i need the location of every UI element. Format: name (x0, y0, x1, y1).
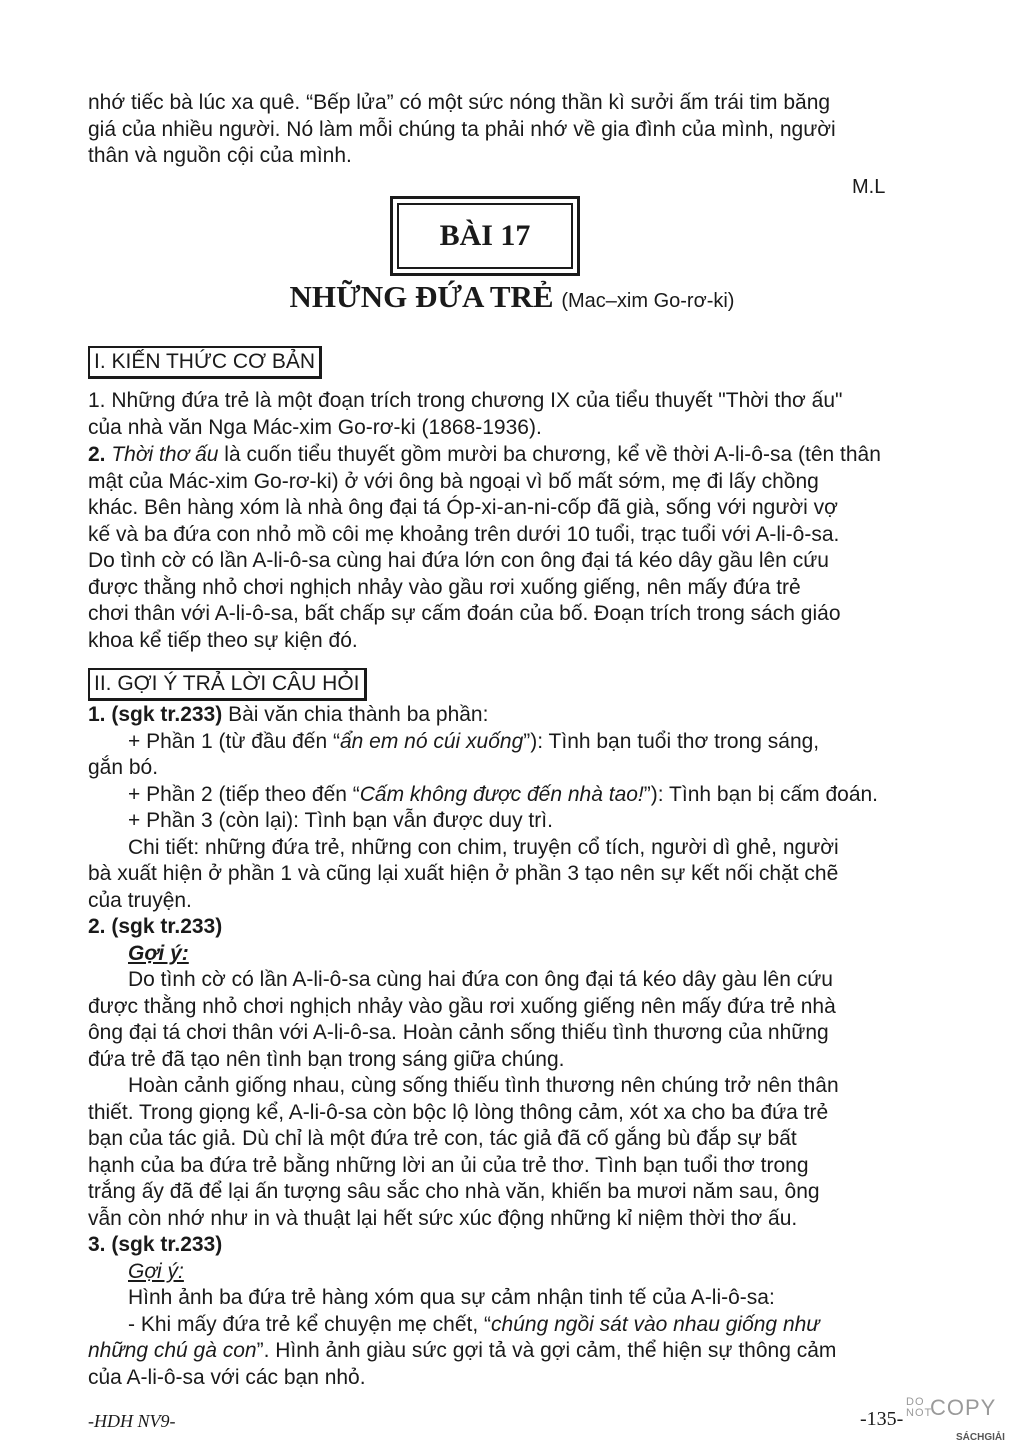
text-line: của nhà văn Nga Mác-xim Go-rơ-ki (1868-1936). (88, 415, 542, 439)
text-line: mật của Mác-xim Go-rơ-ki) ở với ông bà ngoại vì bố mất sớm, mẹ đi lấy chồng (88, 469, 819, 493)
text-line: Hình ảnh ba đứa trẻ hàng xóm qua sự cảm nhận tinh tế của A-li-ô-sa: (128, 1286, 775, 1309)
title-author: (Mac–xim Go-rơ-ki) (561, 290, 735, 312)
text-line (88, 1338, 920, 1365)
question-1 (88, 702, 920, 914)
text-line: trắng ấy đã để lại ấn tượng sâu sắc cho nhà văn, khiến ba mươi năm sau, ông (88, 1180, 820, 1203)
text-line: Do tình cờ có lần A-li-ô-sa cùng hai đứa lớn con ông đại tá kéo dây gầu lên cứu (88, 549, 829, 572)
text-line: được thằng nhỏ chơi nghịch nhảy vào gầu rơi xuống giếng, nên mấy đứa trẻ (88, 575, 801, 599)
item-number: 2. (88, 443, 106, 466)
intro-line: nhớ tiếc bà lúc xa quê. “Bếp lửa” có một sức nóng thần kì sưởi ấm trái tim băng (88, 91, 831, 114)
intro-line: giá của nhiều người. Nó làm mỗi chúng ta phải nhớ về gia đình của mình, người (88, 117, 836, 141)
text-line: ông đại tá chơi thân với A-li-ô-sa. Hoàn cảnh sống thiếu tình thương của những (88, 1021, 829, 1044)
section-heading-answers: II. GỢI Ý TRẢ LỜI CÂU HỎI (88, 668, 367, 701)
question-3 (88, 1232, 920, 1391)
lesson-title (0, 279, 1024, 315)
stamp-do: DO NOT (906, 1396, 933, 1419)
text-line: thiết. Trong giọng kể, A-li-ô-sa còn bộc lộ lòng thông cảm, xót xa cho ba đứa trẻ (88, 1100, 829, 1124)
stamp-copy: COPY (930, 1395, 997, 1420)
text-line: được thằng nhỏ chơi nghịch nhảy vào gầu rơi xuống giếng nên mấy đứa trẻ nhà (88, 994, 836, 1018)
text-line: chơi thân với A-li-ô-sa, bất chấp sự cấm đoán của bố. Đoạn trích trong sách giáo (88, 602, 841, 625)
text-run: Bài văn chia thành ba phần: (222, 703, 489, 726)
hint-label: Gợi ý: (128, 1259, 184, 1283)
footer-book-code: -HDH NV9- (88, 1411, 176, 1431)
text-run: ”): Tình bạn bị cấm đoán. (643, 782, 879, 806)
question-2 (88, 914, 920, 1232)
text-line: Hoàn cảnh giống nhau, cùng sống thiếu tình thương nên chúng trở nên thân (128, 1074, 839, 1097)
text-line: đứa trẻ đã tạo nên tình bạn trong sáng giữa chúng. (88, 1047, 565, 1071)
text-line: Do tình cờ có lần A-li-ô-sa cùng hai đứa con ông đại tá kéo dây gàu lên cứu (128, 968, 833, 991)
text-line: + Phần 3 (còn lại): Tình bạn vẫn được duy trì. (128, 809, 553, 832)
text-line: bà xuất hiện ở phần 1 và cũng lại xuất hiện ở phần 3 tạo nên sự kết nối chặt chẽ (88, 862, 839, 885)
question-label: 2. (sgk tr.233) (88, 915, 223, 938)
question-label: 1. (sgk tr.233) (88, 703, 223, 726)
text-run: + Phần 1 (từ đầu đến “ (128, 729, 340, 753)
text-line: kế và ba đứa con nhỏ mồ côi mẹ khoảng trên dưới 10 tuổi, trạc tuổi với A-li-ô-sa. (88, 522, 840, 546)
text-line (88, 702, 920, 729)
text-line: bạn của tác giả. Dù chỉ là một đứa trẻ con, tác giả đã cố gắng bù đắp sự bất (88, 1127, 797, 1150)
text-line: của A-li-ô-sa với các bạn nhỏ. (88, 1365, 366, 1389)
text-run: là cuốn tiểu thuyết gồm mười ba chương, kể về thời A-li-ô-sa (tên thân (218, 443, 881, 466)
page-number: -135- (860, 1408, 904, 1430)
quote: ẩn em nó cúi xuống (339, 729, 524, 753)
hint-label: Gợi ý: (128, 941, 189, 965)
text-run: - Khi mấy đứa trẻ kể chuyện mẹ chết, “ (128, 1312, 492, 1336)
text-line: hạnh của ba đứa trẻ bằng những lời an ủi của trẻ thơ. Tình bạn tuổi thơ trong (88, 1153, 809, 1177)
text-line (88, 1312, 920, 1339)
title-main: NHỮNG ĐỨA TRẺ (289, 279, 554, 314)
do-not-copy-watermark (904, 1395, 1014, 1443)
text-line: gắn bó. (88, 756, 159, 779)
text-line (88, 729, 920, 756)
text-line: 1. Những đứa trẻ là một đoạn trích trong chương IX của tiểu thuyết "Thời thơ ấu" (88, 389, 843, 412)
text-line (88, 442, 920, 469)
lesson-number: BÀI 17 (439, 218, 531, 252)
quote: chúng ngồi sát vào nhau giống như (491, 1312, 820, 1336)
text-line (88, 782, 920, 809)
lesson-number-box (390, 196, 580, 276)
book-title: Thời thơ ấu (111, 443, 219, 466)
text-run: ”. Hình ảnh giàu sức gợi tả và gợi cảm, thể hiện sự thông cảm (256, 1339, 837, 1362)
intro-line: thân và nguồn cội của mình. (88, 144, 352, 167)
signature: M.L (852, 176, 886, 198)
intro-paragraph (88, 90, 920, 170)
quote: Cấm không được đến nhà tao! (359, 782, 644, 806)
basics-paragraph-2 (88, 442, 920, 654)
quote: những chú gà con (88, 1339, 257, 1362)
text-line: vẫn còn nhớ như in và thuật lại hết sức xúc động những kỉ niệm thời thơ ấu. (88, 1206, 798, 1230)
basics-paragraph-1 (88, 388, 920, 441)
text-run: + Phần 2 (tiếp theo đến “ (128, 782, 360, 806)
section-heading-basics: I. KIẾN THỨC CƠ BẢN (88, 346, 322, 379)
text-line: khoa kể tiếp theo sự kiện đó. (88, 628, 358, 652)
text-line: của truyện. (88, 888, 192, 912)
stamp-brand: SÁCHGIẢI (956, 1432, 1005, 1443)
text-line: khác. Bên hàng xóm là nhà ông đại tá Óp-xi-an-ni-cốp đã già, sống với người vợ (88, 496, 838, 519)
text-run: ”): Tình bạn tuổi thơ trong sáng, (523, 729, 820, 753)
question-label: 3. (sgk tr.233) (88, 1233, 223, 1256)
text-line: Chi tiết: những đứa trẻ, những con chim, truyện cổ tích, người dì ghẻ, người (128, 835, 839, 859)
